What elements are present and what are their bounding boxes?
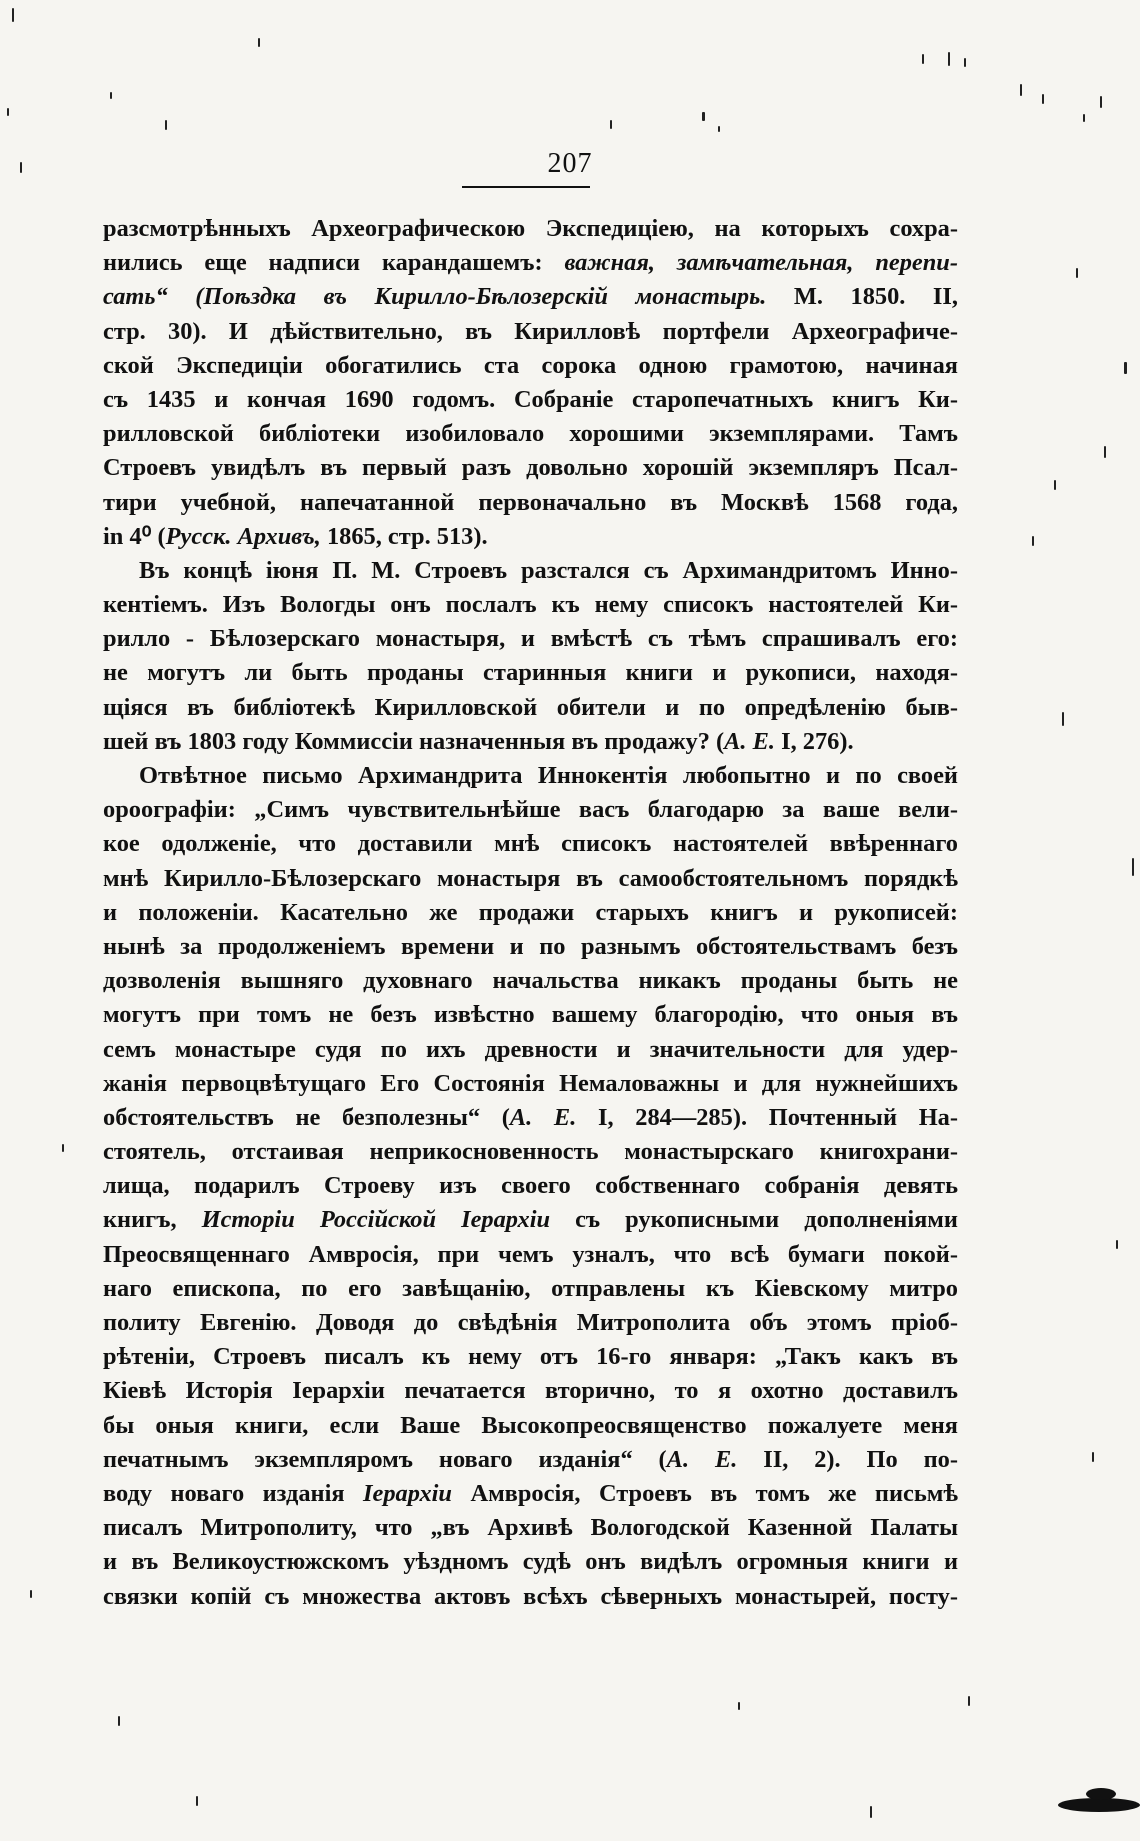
text-line <box>103 1374 958 1408</box>
text-segment: могутъ при томъ не безъ извѣстно вашему благородію, что оныя въ <box>103 1001 958 1029</box>
text-segment: ской Экспедиціи обогатились ста сорока одною грамотою, начиная <box>103 351 958 379</box>
text-segment: обстоятельствъ не безполезны“ ( <box>103 1103 510 1131</box>
text-line <box>103 1545 958 1579</box>
text-line <box>103 1340 958 1374</box>
text-segment: кентіемъ. Изъ Вологды онъ послалъ къ нему списокъ настоятелей Ки- <box>103 591 958 619</box>
text-line <box>103 998 958 1032</box>
text-line <box>103 930 958 964</box>
text-segment: разсмотрѣнныхъ Археографическою Экспедиціею, на которыхъ сохра- <box>103 215 958 242</box>
text-line <box>103 383 958 417</box>
text-segment: Кіевѣ Исторія Іерархіи печатается вторично, то я охотно доставилъ <box>103 1377 958 1405</box>
text-segment: ороографіи: „Симъ чувствительнѣйше васъ благодарю за ваше вели- <box>103 796 958 824</box>
text-segment: щіяся въ библіотекѣ Кирилловской обители и по опредѣленію быв- <box>103 693 958 721</box>
text-line <box>103 1203 958 1237</box>
text-line <box>103 759 958 793</box>
text-segment: наго епископа, по его завѣщанію, отправлены къ Кіевскому митро <box>103 1274 958 1302</box>
text-line <box>103 1067 958 1101</box>
text-segment: жанія первоцвѣтущаго Его Состоянія Немаловажны и для нужнейшихъ <box>103 1069 958 1097</box>
text-line <box>103 725 958 759</box>
text-segment: нились еще надписи карандашемъ: <box>103 249 565 277</box>
text-line <box>103 1443 958 1477</box>
text-segment: Въ концѣ іюня П. М. Строевъ разстался съ Архимандритомъ Инно- <box>139 556 958 584</box>
text-segment: Строевъ увидѣлъ въ первый разъ довольно хорошій экземпляръ Псал- <box>103 454 958 482</box>
italic-segment: А. Е. <box>724 727 775 755</box>
text-segment: I, 276). <box>775 727 854 755</box>
page-number: 207 <box>547 148 593 179</box>
text-segment: 1865, стр. 513). <box>320 522 488 550</box>
italic-segment: Русск. Архивъ, <box>165 522 321 550</box>
text-line <box>103 1033 958 1067</box>
italic-segment: сать“ (Поѣздка въ Кирилло-Бѣлозерскій монастырь. <box>103 283 767 311</box>
text-line <box>103 827 958 861</box>
text-segment: in 4⁰ ( <box>103 522 166 550</box>
text-line <box>103 1272 958 1306</box>
text-segment: рѣтеніи, Строевъ писалъ къ нему отъ 16-го января: „Такъ какъ въ <box>103 1343 958 1371</box>
text-segment: съ рукописными дополненіями <box>550 1206 958 1234</box>
text-line <box>103 1511 958 1545</box>
italic-segment: важная, замѣчательная, перепи- <box>564 249 958 277</box>
text-line <box>103 246 958 280</box>
text-segment: бы оныя книги, если Ваше Высокопреосвященство пожалуете меня <box>103 1411 958 1439</box>
text-line <box>103 520 958 554</box>
text-line <box>103 451 958 485</box>
text-line <box>103 862 958 896</box>
text-line <box>103 1580 958 1614</box>
text-line <box>103 656 958 690</box>
text-line <box>103 349 958 383</box>
text-line <box>103 280 958 314</box>
text-line <box>103 315 958 349</box>
text-line <box>103 793 958 827</box>
text-line <box>103 1238 958 1272</box>
text-segment: и въ Великоустюжскомъ уѣздномъ судѣ онъ видѣлъ огромныя книги и <box>103 1548 958 1576</box>
text-segment: шей въ 1803 году Коммиссіи назначенныя въ продажу? ( <box>103 727 725 755</box>
text-segment: рилловской библіотеки изобиловало хорошими экземплярами. Тамъ <box>103 420 958 448</box>
text-segment: стр. 30). И дѣйствительно, въ Кирилловѣ портфели Археографиче- <box>103 317 958 345</box>
text-segment: Преосвященнаго Амвросія, при чемъ узналъ, что всѣ бумаги покой- <box>103 1240 958 1268</box>
text-line <box>103 486 958 520</box>
text-line <box>103 1169 958 1203</box>
text-segment: и положеніи. Касательно же продажи старыхъ книгъ и рукописей: <box>103 898 958 926</box>
text-segment: печатнымъ экземпляромъ новаго изданія“ ( <box>103 1445 667 1473</box>
italic-segment: А. Е. <box>666 1445 738 1473</box>
text-line <box>103 1306 958 1340</box>
text-segment: писалъ Митрополиту, что „въ Архивѣ Вологодской Казенной Палаты <box>103 1514 958 1542</box>
text-segment: воду новаго изданія <box>103 1479 364 1507</box>
text-segment: дозволенія вышняго духовнаго начальства никакъ проданы быть не <box>103 967 958 995</box>
text-line <box>103 212 958 246</box>
text-segment: Отвѣтное письмо Архимандрита Иннокентія любопытно и по своей <box>139 762 958 789</box>
text-line <box>103 1409 958 1443</box>
text-segment: кое одолженіе, что доставили мнѣ списокъ настоятелей ввѣреннаго <box>103 830 958 858</box>
text-segment: мнѣ Кирилло-Бѣлозерскаго монастыря въ самообстоятельномъ порядкѣ <box>103 864 958 892</box>
text-segment: книгъ, <box>103 1206 202 1234</box>
body-text <box>103 212 958 1614</box>
text-segment: связки копій съ множества актовъ всѣхъ сѣверныхъ монастырей, посту- <box>103 1582 958 1610</box>
text-line <box>103 417 958 451</box>
text-segment: съ 1435 и кончая 1690 годомъ. Собраніе старопечатныхъ книгъ Ки- <box>103 385 958 413</box>
page-number-rule <box>462 186 590 188</box>
text-segment: политу Евгенію. Доводя до свѣдѣнія Митрополита объ этомъ пріоб- <box>103 1309 958 1336</box>
text-segment: Амвросія, Строевъ въ томъ же письмѣ <box>452 1479 958 1507</box>
text-segment: тири учебной, напечатанной первоначально въ Москвѣ 1568 года, <box>103 488 958 516</box>
text-segment: I, 284—285). Почтенный На- <box>576 1103 958 1131</box>
italic-segment: А. Е. <box>509 1103 577 1131</box>
italic-segment: Іерархіи <box>363 1479 452 1507</box>
text-line <box>103 1101 958 1135</box>
text-segment: II, 2). По по- <box>737 1445 958 1473</box>
text-line <box>103 622 958 656</box>
text-segment: семъ монастыре судя по ихъ древности и значительности для удер- <box>103 1035 958 1063</box>
text-segment: М. 1850. II, <box>766 283 958 311</box>
text-line <box>103 588 958 622</box>
text-segment: рилло - Бѣлозерскаго монастыря, и вмѣстѣ съ тѣмъ спрашивалъ его: <box>103 625 958 653</box>
text-segment: нынѣ за продолженіемъ времени и по разнымъ обстоятельствамъ безъ <box>103 932 958 960</box>
text-line <box>103 964 958 998</box>
text-line <box>103 554 958 588</box>
text-line <box>103 691 958 725</box>
text-line <box>103 1135 958 1169</box>
text-line <box>103 1477 958 1511</box>
text-segment: не могутъ ли быть проданы старинныя книги и рукописи, находя- <box>103 659 958 687</box>
text-segment: стоятель, отстаивая неприкосновенность монастырскаго книгохрани- <box>103 1138 958 1166</box>
italic-segment: Исторіи Россійской Іерархіи <box>201 1206 551 1234</box>
text-line <box>103 896 958 930</box>
text-segment: лища, подарилъ Строеву изъ своего собственнаго собранія девять <box>103 1172 958 1200</box>
